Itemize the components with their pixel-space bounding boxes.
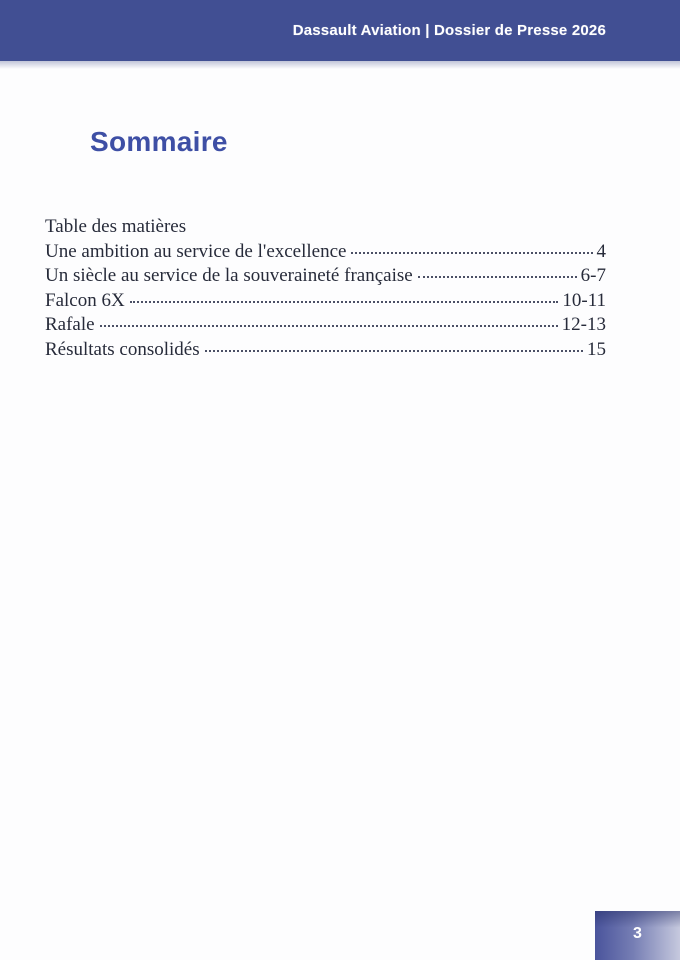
- toc-entry-page: 12-13: [561, 314, 606, 335]
- toc-entry-page: 10-11: [562, 289, 606, 311]
- header-band: [0, 0, 680, 61]
- dot-leader: [418, 276, 577, 278]
- footer-page-box: [595, 911, 680, 960]
- toc-entry[interactable]: [45, 338, 606, 363]
- header-band-fade: [0, 61, 680, 69]
- toc-entry-label: Rafale: [45, 314, 95, 335]
- toc-entry-page: 15: [587, 338, 606, 360]
- dot-leader: [100, 325, 558, 327]
- dot-leader: [351, 252, 592, 254]
- toc-entry[interactable]: [45, 240, 606, 265]
- toc-entry-label: Un siècle au service de la souveraineté française: [45, 265, 413, 286]
- footer-page-number: 3: [633, 924, 642, 942]
- toc-entry-list: [45, 240, 606, 363]
- toc-entry[interactable]: [45, 289, 606, 314]
- toc-entry-label: Résultats consolidés: [45, 338, 200, 360]
- table-of-contents: [45, 215, 606, 362]
- dot-leader: [130, 301, 559, 303]
- toc-entry-label: Falcon 6X: [45, 289, 125, 311]
- toc-entry-label: Une ambition au service de l'excellence: [45, 240, 347, 262]
- header-band-text: Dassault Aviation | Dossier de Presse 2026: [292, 22, 606, 39]
- toc-entry-page: 6-7: [580, 265, 606, 286]
- dot-leader: [205, 350, 583, 352]
- toc-entry-page: 4: [596, 240, 606, 262]
- page-title: Sommaire: [90, 126, 228, 157]
- toc-heading: Table des matières: [45, 216, 187, 237]
- toc-entry[interactable]: [45, 313, 606, 338]
- toc-entry[interactable]: [45, 264, 606, 289]
